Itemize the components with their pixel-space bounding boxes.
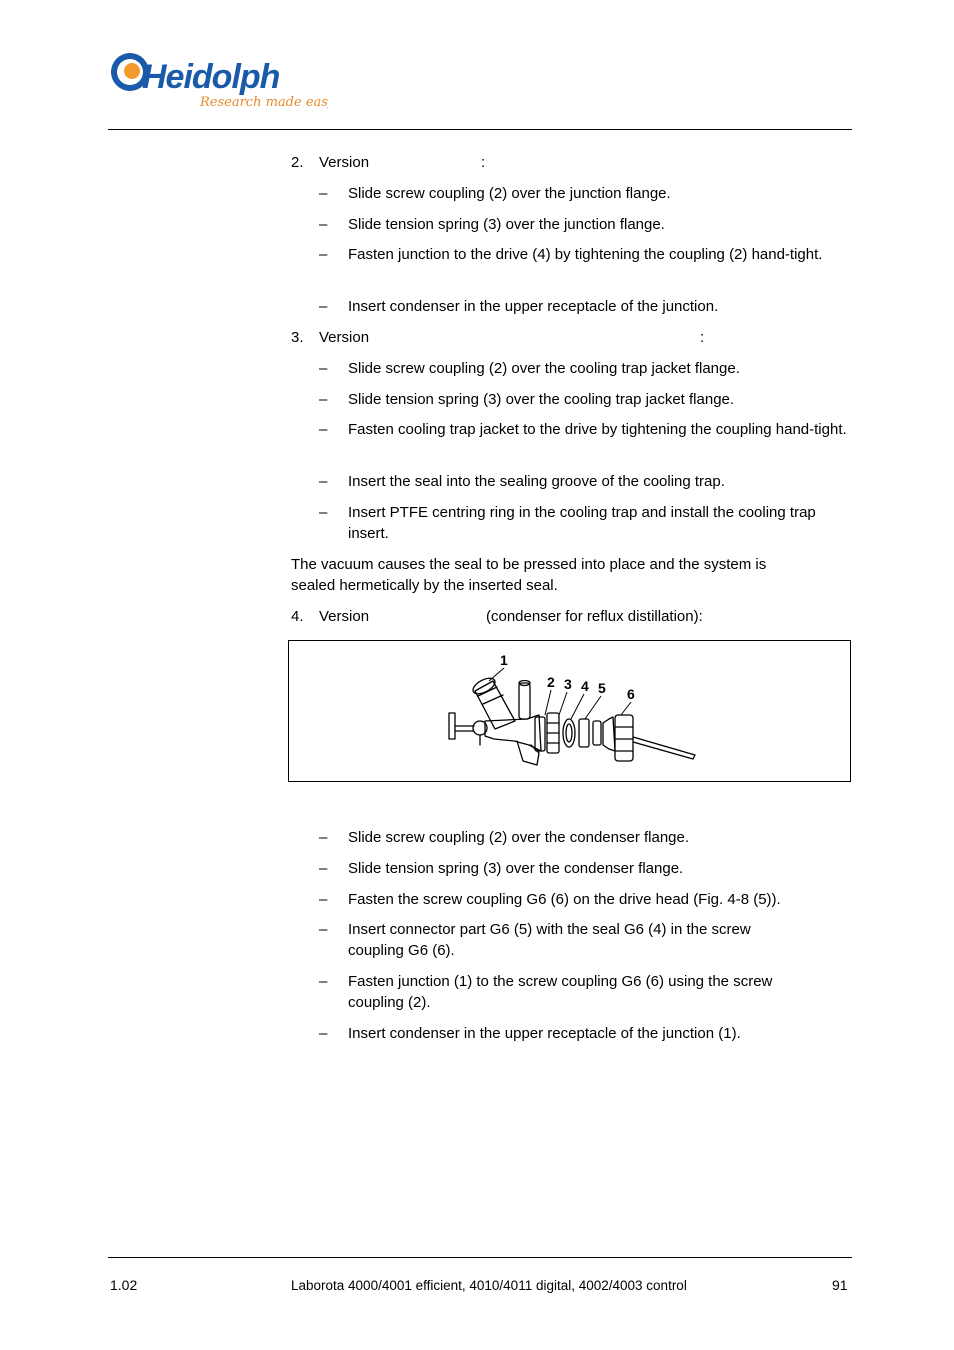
dash: – [319, 391, 328, 408]
dash: – [319, 1025, 328, 1042]
section4-label: Version [319, 608, 370, 625]
list-item: Insert condenser in the upper receptacle of the junction. [348, 298, 719, 315]
dash: – [319, 829, 328, 846]
logo-graphic [108, 50, 328, 114]
section2-colon: : [481, 154, 486, 171]
section2-number: 2. [291, 154, 304, 171]
dash: – [319, 298, 328, 315]
body-paragraph: The vacuum causes the seal to be pressed into place and the system is sealed hermetically by the inserted seal. [291, 556, 767, 594]
section3-number: 3. [291, 329, 304, 346]
list-item: Insert connector part G6 (5) with the seal G6 (4) in the screw coupling G6 (6). [348, 921, 751, 959]
dash: – [319, 921, 328, 938]
figure-label-2: 2 [547, 674, 555, 690]
list-item: Insert condenser in the upper receptacle of the junction (1). [348, 1025, 741, 1042]
section2-label: Version [319, 154, 370, 171]
list-item: Slide tension spring (3) over the condenser flange. [348, 860, 684, 877]
list-item: Insert PTFE centring ring in the cooling trap and install the cooling trap insert. [348, 504, 816, 542]
dash: – [319, 360, 328, 377]
list-item: Fasten junction to the drive (4) by tightening the coupling (2) hand-tight. [348, 246, 823, 263]
list-item: Fasten cooling trap jacket to the drive by tightening the coupling hand-tight. [348, 421, 847, 438]
heidolph-logo [108, 50, 328, 114]
section4-number: 4. [291, 608, 304, 625]
footer-rule [108, 1257, 852, 1258]
figure-box [288, 640, 851, 782]
dash: – [319, 973, 328, 990]
page-number: 91 [832, 1277, 848, 1293]
dash: – [319, 185, 328, 202]
dash: – [319, 473, 328, 490]
list-item: Fasten the screw coupling G6 (6) on the drive head (Fig. 4-8 (5)). [348, 891, 781, 908]
list-item: Insert the seal into the sealing groove of the cooling trap. [348, 473, 725, 490]
footer-title: Laborota 4000/4001 efficient, 4010/4011 digital, 4002/4003 control [291, 1278, 687, 1293]
header-rule [108, 129, 852, 130]
svg-text:Heidolph: Heidolph [142, 58, 280, 96]
section3-label: Version [319, 329, 370, 346]
list-item: Slide tension spring (3) over the cooling trap jacket flange. [348, 391, 735, 408]
list-item: Slide screw coupling (2) over the condenser flange. [348, 829, 690, 846]
list-item: Slide screw coupling (2) over the junction flange. [348, 185, 671, 202]
dash: – [319, 860, 328, 877]
figure-label-3: 3 [564, 676, 572, 692]
list-item: Slide screw coupling (2) over the cooling trap jacket flange. [348, 360, 740, 377]
junction-assembly-drawing [289, 641, 850, 781]
section3-colon: : [700, 329, 705, 346]
dash: – [319, 504, 328, 521]
section4-suffix: (condenser for reflux distillation): [486, 608, 703, 625]
dash: – [319, 891, 328, 908]
figure-label-1: 1 [500, 652, 508, 668]
figure-label-6: 6 [627, 686, 635, 702]
dash: – [319, 216, 328, 233]
list-item: Slide tension spring (3) over the junction flange. [348, 216, 665, 233]
svg-text:Research made easy: Research made easy [200, 95, 328, 110]
dash: – [319, 246, 328, 263]
footer-version: 1.02 [110, 1277, 138, 1293]
figure-label-5: 5 [598, 680, 606, 696]
figure-label-4: 4 [581, 678, 589, 694]
list-item: Fasten junction (1) to the screw coupling G6 (6) using the screw coupling (2). [348, 973, 773, 1011]
dash: – [319, 421, 328, 438]
